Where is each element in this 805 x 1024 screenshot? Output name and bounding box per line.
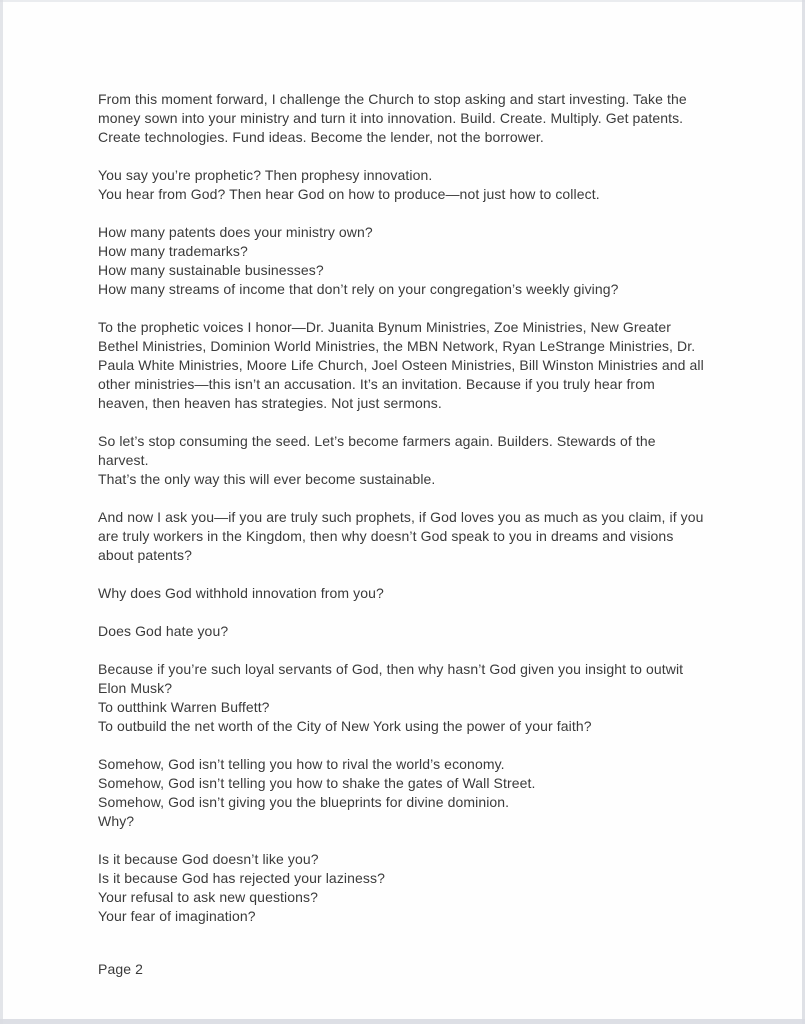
text-line: Does God hate you? [98,623,229,639]
text-line: Somehow, God isn’t telling you how to shake the gates of Wall Street. [98,775,536,791]
paragraph [98,508,738,565]
text-line: Is it because God has rejected your laziness? [98,870,385,886]
page-edge-left [0,0,3,1024]
text-line: Elon Musk? [98,680,173,696]
text-line: To the prophetic voices I honor—Dr. Juanita Bynum Ministries, Zoe Ministries, New Greater [98,319,672,335]
text-line: Bethel Ministries, Dominion World Ministries, the MBN Network, Ryan LeStrange Ministries, Dr. [98,338,696,354]
text-line: Why? [98,813,135,829]
text-line: So let’s stop consuming the seed. Let’s become farmers again. Builders. Stewards of the [98,433,656,449]
text-line: How many patents does your ministry own? [98,224,373,240]
text-line: From this moment forward, I challenge the Church to stop asking and start investing. Take the [98,91,687,107]
document-body [98,90,738,945]
paragraph [98,90,738,147]
text-line: Is it because God doesn’t like you? [98,851,319,867]
page-number: Page 2 [98,961,143,977]
paragraph [98,432,738,489]
paragraph [98,755,738,831]
text-line: Your refusal to ask new questions? [98,889,319,905]
paragraph [98,622,738,641]
text-line: money sown into your ministry and turn it into innovation. Build. Create. Multiply. Get patents. [98,110,684,126]
text-line: How many trademarks? [98,243,248,259]
paragraph [98,584,738,603]
text-line: To outbuild the net worth of the City of New York using the power of your faith? [98,718,592,734]
text-line: harvest. [98,452,149,468]
paragraph [98,166,738,204]
text-line: That’s the only way this will ever become sustainable. [98,471,436,487]
text-line: heaven, then heaven has strategies. Not just sermons. [98,395,442,411]
page-edge-top [0,0,805,2]
text-line: You say you’re prophetic? Then prophesy innovation. [98,167,433,183]
text-line: Why does God withhold innovation from you? [98,585,384,601]
text-line: about patents? [98,547,193,563]
text-line: Because if you’re such loyal servants of God, then why hasn’t God given you insight to outwit [98,661,684,677]
paragraph [98,223,738,299]
text-line: You hear from God? Then hear God on how to produce—not just how to collect. [98,186,600,202]
text-line: How many sustainable businesses? [98,262,324,278]
text-line: Somehow, God isn’t telling you how to rival the world’s economy. [98,756,505,772]
text-line: How many streams of income that don’t rely on your congregation’s weekly giving? [98,281,619,297]
paragraph [98,850,738,926]
text-line: other ministries—this isn’t an accusation. It’s an invitation. Because if you truly hear from [98,376,655,392]
text-line: are truly workers in the Kingdom, then why doesn’t God speak to you in dreams and visions [98,528,674,544]
paragraph [98,318,738,413]
text-line: Somehow, God isn’t giving you the blueprints for divine dominion. [98,794,510,810]
page-edge-bottom [0,1019,805,1024]
text-line: Create technologies. Fund ideas. Become the lender, not the borrower. [98,129,544,145]
text-line: Paula White Ministries, Moore Life Church, Joel Osteen Ministries, Bill Winston Ministries and all [98,357,704,373]
text-line: And now I ask you—if you are truly such prophets, if God loves you as much as you claim, if you [98,509,704,525]
paragraph [98,660,738,736]
text-line: Your fear of imagination? [98,908,256,924]
text-line: To outthink Warren Buffett? [98,699,270,715]
